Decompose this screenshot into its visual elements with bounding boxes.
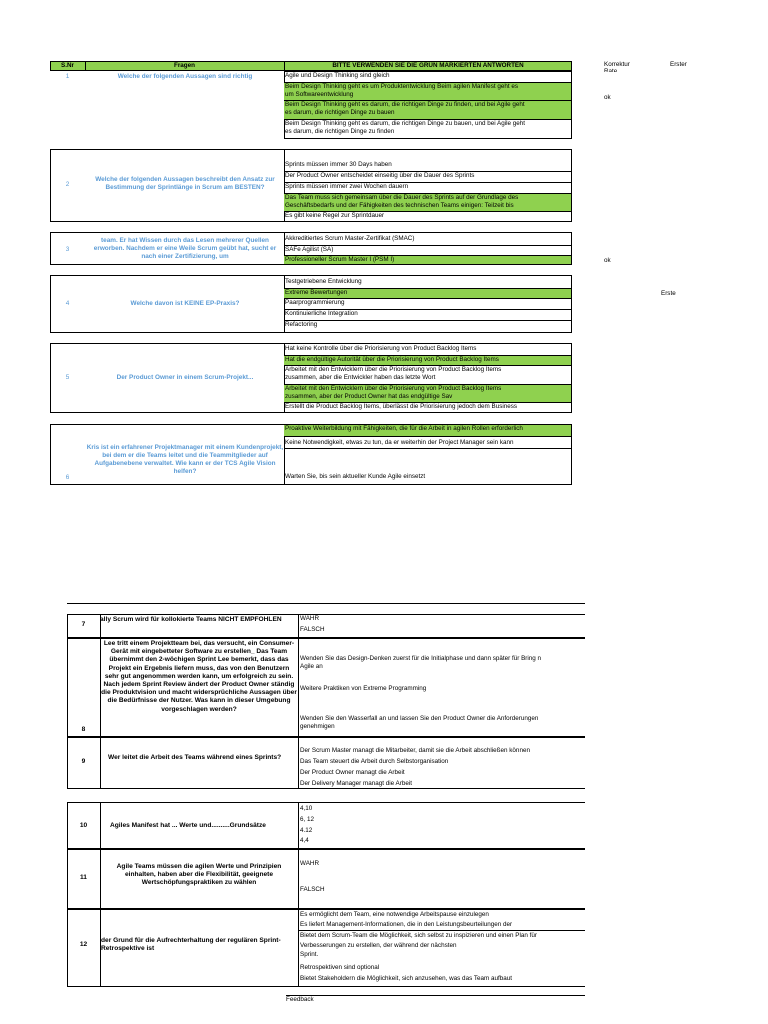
answer-option[interactable] — [284, 235, 571, 245]
answer-option[interactable] — [284, 278, 571, 288]
column-divider — [100, 849, 101, 909]
answer-option[interactable] — [284, 436, 571, 448]
question-number: 11 — [80, 874, 87, 881]
answer-line: genehmigen — [300, 722, 335, 730]
answer-option[interactable]: Der Scrum Master managt die Mitarbeiter, damit sie die Arbeit abschließen können — [300, 747, 530, 754]
answer-option[interactable]: WAHR — [300, 860, 320, 867]
answer-option-correct[interactable] — [284, 288, 571, 298]
answer-option-correct[interactable] — [284, 384, 571, 402]
question-number: 6 — [65, 474, 70, 481]
answer-line: Testgetriebene Entwicklung — [285, 278, 362, 285]
answer-line: zusammen, aber der Product Owner hat das endgültige Sav — [285, 392, 453, 400]
answer-line: Agile an — [300, 662, 323, 670]
answer-option[interactable]: 6, 12 — [300, 816, 315, 823]
answer-line: Sprint. — [300, 951, 319, 959]
answer-option[interactable]: Der Product Owner managt die Arbeit — [300, 769, 405, 776]
answer-line: Arbeitet mit den Entwicklern über die Priorisierung von Product Backlog Items — [285, 385, 502, 392]
answer-line: es darum, die richtigen Dinge zu finden — [285, 127, 395, 135]
answer-option[interactable] — [284, 245, 571, 255]
header-fragen: Fragen — [174, 62, 195, 69]
answer-option[interactable]: WAHR — [300, 615, 320, 622]
answer-option-correct[interactable] — [284, 355, 571, 365]
korrektur-sub-label: Rate — [604, 68, 618, 72]
answer-option[interactable]: Das Team steuert die Arbeit durch Selbstorganisation — [300, 758, 449, 765]
question-text: der Grund für die Aufrechterhaltung der regulären Sprint-Retrospektive ist — [101, 937, 281, 953]
answer-option[interactable]: 4.12 — [300, 827, 313, 834]
answer-line: Kontinuierliche Integration — [285, 310, 358, 317]
answer-option[interactable] — [284, 365, 571, 384]
answer-option[interactable]: 4,4 — [300, 837, 309, 844]
answer-option[interactable] — [284, 448, 571, 484]
answer-line: Hat die endgültige Autorität über die Priorisierung von Product Backlog Items — [285, 356, 499, 363]
answer-line: Wenden Sie das Design-Denken zuerst für die Initialphase und dann später für Bring n — [300, 655, 542, 662]
question-number: 10 — [79, 822, 88, 829]
answer-option[interactable] — [284, 211, 571, 221]
ok-mark: ok — [604, 257, 611, 264]
answer-line: Wenden Sie den Wasserfall an und lassen Sie den Product Owner die Anforderungen — [300, 715, 539, 722]
answer-option-correct[interactable] — [284, 100, 571, 119]
answer-option[interactable] — [284, 161, 571, 171]
answer-line: Beim Design Thinking geht es darum, die richtigen Dinge zu finden, und bei Agile geht — [285, 101, 525, 108]
answer-line: Sprints müssen immer 30 Days haben — [285, 161, 392, 168]
answer-line: Agile und Design Thinking sind gleich — [285, 72, 390, 79]
question-number: 5 — [65, 374, 70, 381]
answer-line: zusammen, aber die Entwickler haben das letzte Wort — [285, 373, 436, 381]
answer-option[interactable] — [284, 298, 571, 309]
erster-label: Erster — [670, 61, 687, 68]
answer-line: es darum, die richtigen Dinge zu bauen — [285, 108, 395, 116]
column-divider — [298, 802, 299, 849]
answer-option[interactable]: Es liefert Management-Informationen, die in den Leistungsbeurteilungen der — [300, 921, 513, 928]
answer-option[interactable] — [284, 171, 571, 182]
column-divider — [298, 849, 299, 909]
answer-line: Bietet dem Scrum-Team die Möglichkeit, sich selbst zu inspizieren und einen Plan für — [300, 932, 537, 939]
answer-option-correct[interactable] — [284, 193, 571, 211]
answer-option[interactable] — [300, 932, 585, 959]
answer-option[interactable] — [284, 345, 571, 355]
answer-option[interactable]: Weitere Praktiken von Extreme Programming — [300, 685, 427, 692]
question-text: Der Product Owner in einem Scrum-Projekt... — [116, 374, 254, 381]
column-divider — [298, 737, 299, 789]
answer-option-correct[interactable] — [284, 255, 571, 264]
table-top-rule — [67, 603, 585, 604]
column-divider — [100, 802, 101, 849]
answer-line: Keine Notwendigkeit, etwas zu tun, da er weiterhin der Project Manager sein kann — [285, 439, 514, 446]
feedback-label: Feedback — [286, 996, 314, 1003]
table-bottom-rule — [286, 995, 585, 996]
answer-option[interactable]: 4,10 — [300, 805, 313, 812]
question-number: 4 — [65, 300, 70, 307]
ok-mark: ok — [604, 94, 611, 101]
question-text: Welche der folgenden Aussagen beschreibt den Ansatz zur Bestimmung der Sprintlänge in Scrum am BESTEN? — [95, 176, 275, 191]
header-antworten: BITTE VERWENDEN SIE DIE GRÜN MARKIERTEN ANTWORTEN — [332, 62, 524, 69]
answer-line: Akkreditiertes Scrum Master-Zertifikat (SMAC) — [285, 235, 415, 242]
column-divider — [298, 614, 299, 638]
answer-option[interactable]: Bietet Stakeholdern die Möglichkeit, sich anzusehen, was das Team aufbaut — [300, 975, 513, 982]
answer-option[interactable]: Es ermöglicht dem Team, eine notwendige Arbeitspause einzulegen — [300, 911, 489, 918]
answer-line: Geschäftsbedarfs und der Fähigkeiten des technischen Teams einigen: Teilzeit bis — [285, 201, 514, 209]
answer-line: Beim Design Thinking geht es darum, die richtigen Dinge zu bauen, und bei Agile geht — [285, 120, 526, 127]
answer-line: Hat keine Kontrolle über die Priorisierung von Product Backlog Items — [285, 345, 477, 352]
answer-line: Das Team muss sich gemeinsam über die Dauer des Sprints auf der Grundlage des — [285, 194, 519, 201]
answer-line: Proaktive Weiterbildung mit Fähigkeiten, die für die Arbeit in agilen Rollen erforderlich — [285, 425, 523, 432]
answer-line: Warten Sie, bis sein aktueller Kunde Agile einsetzt — [285, 473, 426, 480]
answer-line: SAFe Agilist (SA) — [285, 246, 334, 253]
question-text: team. Er hat Wissen durch das Lesen mehrerer Quellen erworben. Nachdem er eine Weile Scrum geübt hat, sucht er nach einer Zertifizierung, um — [93, 237, 277, 260]
question-number: 9 — [81, 758, 86, 765]
answer-line: Refactoring — [285, 321, 318, 328]
korrektur-label: Korrektur — [604, 61, 630, 68]
question-text: Welche der folgenden Aussagen sind richtig — [117, 73, 253, 80]
question-text: Welche davon ist KEINE EP-Praxis? — [130, 300, 240, 307]
answer-option[interactable]: Retrospektiven sind optional — [300, 964, 380, 971]
answer-line: Extreme Bewertungen — [285, 289, 348, 296]
answer-line: Es gibt keine Regel zur Sprintdauer — [285, 212, 385, 219]
question-number: 1 — [65, 73, 70, 80]
column-divider — [100, 737, 101, 789]
column-divider — [298, 909, 299, 987]
question-number: 12 — [79, 941, 88, 948]
answer-option[interactable]: FALSCH — [300, 886, 325, 893]
answer-option[interactable] — [284, 119, 571, 138]
answer-option[interactable] — [300, 715, 585, 730]
answer-option[interactable] — [284, 182, 571, 193]
answer-line: Professioneller Scrum Master I (PSM I) — [285, 256, 395, 263]
question-number: 3 — [65, 246, 70, 253]
question-text: Lee tritt einem Projektteam bei, das versucht, ein Consumer-Gerät mit eingebetteter Software zu erstellen_ Das Team übernimmt den 2-wöchigen Sprint Lee bemerkt, dass das Projekt ein Ergebnis liefern muss, das von den Benutzern sehr gut angenommen werden kann, um erfolgreich zu sein. Nach jedem Sprint Review ändert der Product Owner ständig die Produktvision und macht widersprüchliche Aussagen über die Bedürfnisse der Nutzer. Was kann in dieser Umgebung vorgeschlagen werden? — [101, 640, 297, 713]
answer-line: Beim Design Thinking geht es um Produktentwicklung Beim agilen Manifest geht es — [285, 83, 518, 90]
answer-line: Paarprogrammierung — [285, 299, 345, 306]
question-number: 2 — [65, 181, 70, 188]
question-text: Wer leitet die Arbeit des Teams während eines Sprints? — [108, 754, 282, 761]
question-text: Agiles Manifest hat ... Werte und..........Grundsätze — [110, 822, 266, 829]
erste-mark: Erste — [661, 290, 676, 297]
question-text: Agile Teams müssen die agilen Werte und Prinzipien einhalten, haben aber die Flexibilität, geeignete Wertschöpfungspraktiken zu wählen — [116, 863, 282, 887]
question-text: Kris ist ein erfahrener Projektmanager mit einem Kundenprojekt, bei dem er die Teams leitet und die Teammitglieder auf Aufgabenebene verwaltet. Wie kann er der TCS Agile Vision helfen? — [86, 444, 284, 475]
answer-line: Erstellt die Product Backlog Items, überlässt die Priorisierung jedoch dem Business — [285, 403, 518, 410]
answer-option[interactable]: Der Delivery Manager managt die Arbeit — [300, 780, 412, 787]
column-divider — [298, 638, 299, 737]
answer-option[interactable] — [284, 72, 571, 82]
answer-line: um Softwareentwicklung — [285, 90, 354, 98]
row-divider — [298, 930, 585, 931]
answer-option[interactable] — [284, 309, 571, 320]
answer-option[interactable] — [300, 655, 585, 670]
answer-option[interactable] — [284, 320, 571, 332]
question-text: ally Scrum wird für kollokierte Teams NICHT EMPFOHLEN — [100, 616, 282, 623]
answer-line: Der Product Owner entscheidet einseitig über die Dauer des Sprints — [285, 172, 475, 179]
answer-option[interactable]: FALSCH — [300, 626, 325, 633]
answer-line: Verbesserungen zu erstellen, der während der nächsten — [300, 941, 457, 949]
answer-line: Sprints müssen immer zwei Wochen dauern — [285, 183, 409, 190]
answer-option-correct[interactable] — [284, 82, 571, 100]
header-nr: S.Nr — [61, 62, 74, 69]
answer-option-correct[interactable] — [284, 425, 571, 436]
answer-option[interactable] — [284, 402, 571, 412]
answer-line: Arbeitet mit den Entwicklern über die Priorisierung von Product Backlog Items — [285, 366, 502, 373]
question-number: 7 — [81, 621, 86, 628]
question-number: 8 — [81, 726, 86, 733]
